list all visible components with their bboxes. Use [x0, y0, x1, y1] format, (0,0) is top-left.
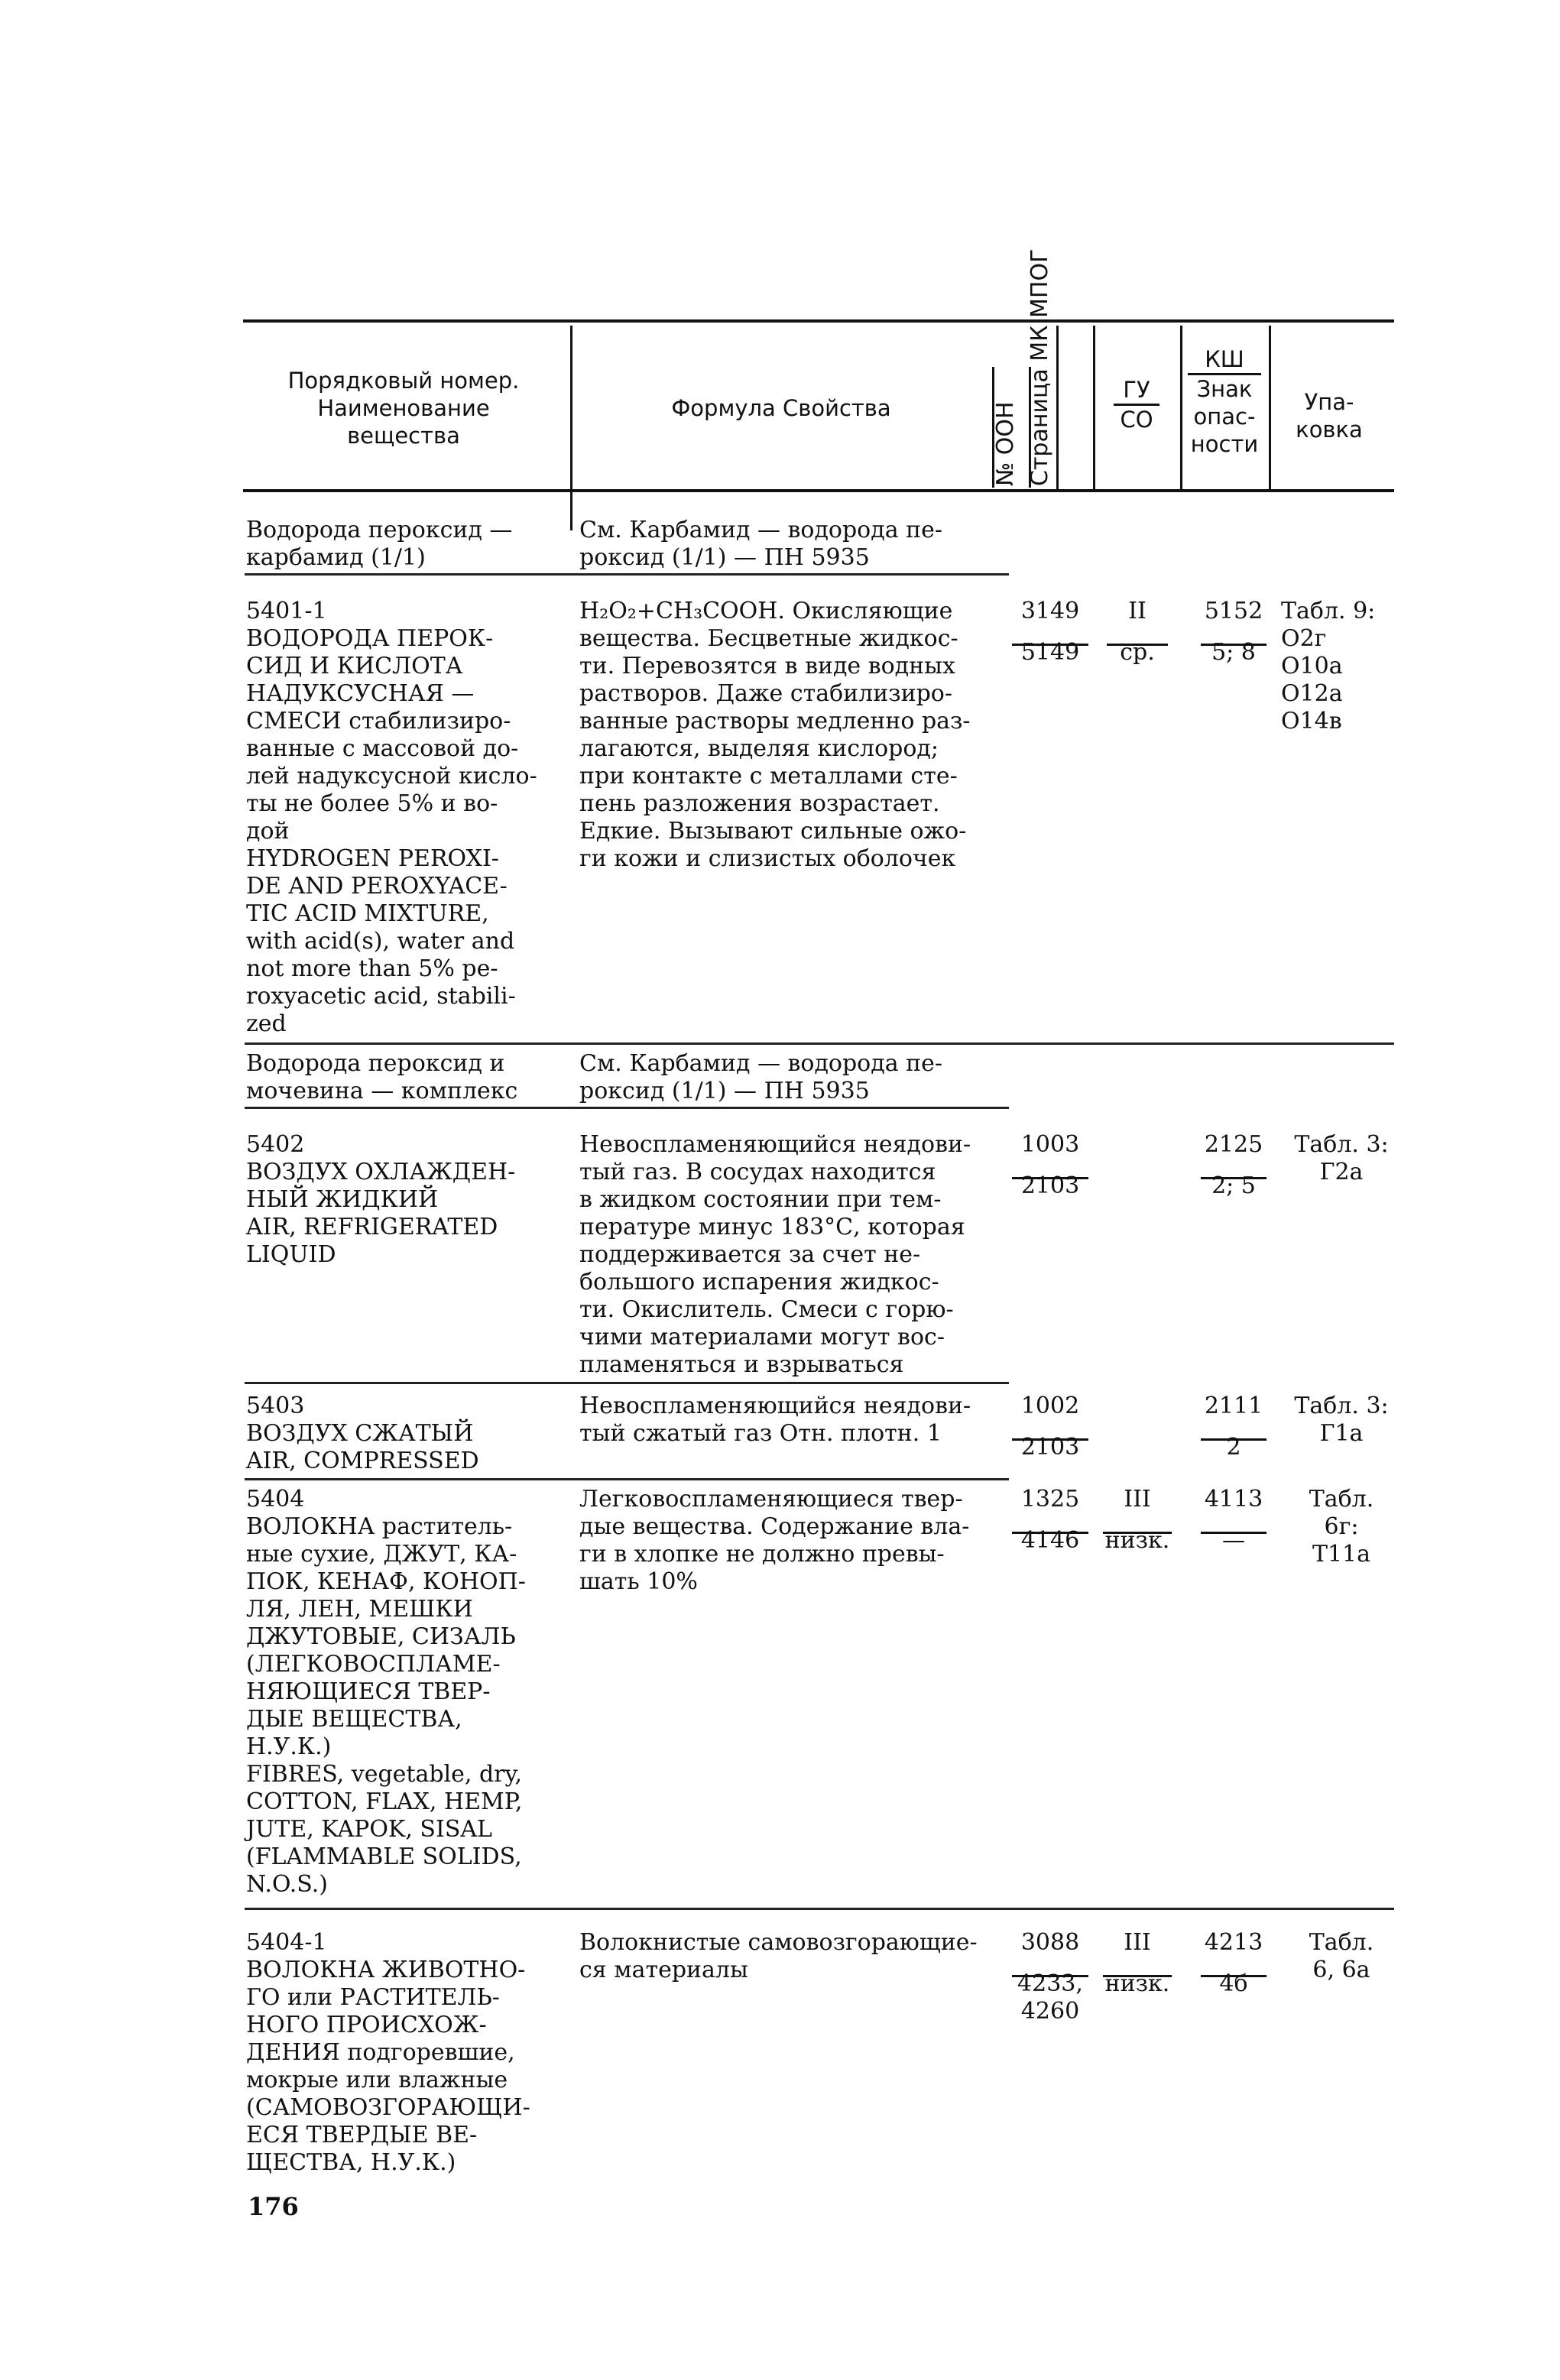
text-line: (FLAMMABLE SOLIDS, — [246, 1843, 522, 1870]
un-number: 1325 — [1020, 1486, 1080, 1513]
header-text: КШ — [1205, 346, 1244, 372]
text-line: ВОЗДУХ СЖАТЫЙ — [246, 1420, 474, 1447]
degree-danger: низк. — [1104, 1970, 1170, 1997]
emergency-code: 4113 — [1204, 1486, 1263, 1513]
row-separator — [245, 1382, 1009, 1384]
page-number: 176 — [248, 2192, 299, 2221]
text-line: ти. Окислитель. Смеси с горю- — [579, 1296, 954, 1323]
un-number-cell — [1007, 598, 1093, 666]
header-col-gu — [1096, 376, 1177, 433]
text-line: в жидком состоянии при тем- — [579, 1186, 942, 1213]
row-separator — [245, 573, 1009, 576]
text-line: COTTON, FLAX, HEMP, — [246, 1788, 523, 1815]
entry-name — [246, 517, 561, 572]
danger-sign: — — [1222, 1527, 1245, 1554]
header-text: Наименование — [317, 395, 490, 421]
un-number: 3149 — [1020, 598, 1080, 624]
header-text: вещества — [347, 423, 460, 449]
text-line: (САМОВОЗГОРАЮЩИ- — [246, 2094, 530, 2121]
header-col-formula — [575, 394, 988, 422]
text-line: ти. Перевозятся в виде водных — [579, 653, 955, 679]
entry-name — [246, 1929, 561, 2177]
text-line: карбамид (1/1) — [246, 544, 426, 571]
text-line: шать 10% — [579, 1568, 698, 1595]
text-line: ты не более 5% и во- — [246, 790, 498, 817]
text-line: N.O.S.) — [246, 1871, 328, 1898]
text-line: при контакте с металлами сте- — [579, 763, 958, 790]
text-line: О2г — [1281, 625, 1327, 652]
un-number: 1003 — [1020, 1131, 1080, 1158]
header-text: Упа- — [1304, 389, 1354, 415]
text-line: роксид (1/1) — ПН 5935 — [579, 1078, 870, 1104]
emergency-code: 5152 — [1204, 598, 1263, 624]
header-bottom-rule — [243, 489, 1394, 492]
entry-description — [579, 1131, 992, 1379]
text-line: СИД И КИСЛОТА — [246, 653, 463, 679]
text-line: AIR, REFRIGERATED — [246, 1214, 498, 1240]
text-line: НОГО ПРОИСХОЖ- — [246, 2012, 487, 2038]
text-line: 5402 — [246, 1131, 305, 1158]
header-divider — [1269, 326, 1271, 489]
un-number: 1002 — [1020, 1393, 1080, 1419]
text-line: Табл. 3: — [1294, 1393, 1389, 1419]
text-line: Табл. — [1309, 1486, 1374, 1513]
header-divider — [1180, 326, 1182, 489]
header-divider — [570, 326, 572, 530]
entry-name — [246, 598, 561, 1038]
text-line: растворов. Даже стабилизиро- — [579, 680, 952, 707]
entry-name — [246, 1393, 561, 1475]
text-line: Невоспламеняющийся неядови- — [579, 1393, 971, 1419]
packing-group: III — [1124, 1929, 1151, 1956]
header-col-un-number: № ООН — [992, 401, 1019, 486]
text-line: ванные растворы медленно раз- — [579, 708, 971, 734]
header-divider — [1093, 326, 1095, 489]
header-top-rule — [243, 319, 1394, 323]
text-line: См. Карбамид — водорода пе- — [579, 517, 943, 543]
text-line: 6г: — [1324, 1513, 1359, 1540]
text-line: FIBRES, vegetable, dry, — [246, 1761, 523, 1788]
text-line: ВОЛОКНА ЖИВОТНО- — [246, 1957, 526, 1983]
entry-name — [246, 1131, 561, 1269]
text-line: НАДУКСУСНАЯ — — [246, 680, 475, 707]
text-line: ЩЕСТВА, Н.У.К.) — [246, 2149, 456, 2176]
text-line: лей надуксусной кисло- — [246, 763, 537, 790]
entry-name — [246, 1486, 561, 1898]
header-col-name — [243, 367, 564, 449]
text-line: СМЕСИ стабилизиро- — [246, 708, 511, 734]
text-line: О14в — [1281, 708, 1342, 734]
text-line: 5401-1 — [246, 598, 327, 624]
text-line: ЛЯ, ЛЕН, МЕШКИ — [246, 1596, 473, 1623]
entry-description — [579, 598, 992, 873]
emergency-code: 2111 — [1204, 1393, 1263, 1419]
header-divider — [1056, 326, 1059, 489]
text-line: Табл. 3: — [1294, 1131, 1389, 1158]
text-line: пень разложения возрастает. — [579, 790, 940, 817]
text-line: О12а — [1281, 680, 1343, 707]
header-col-pack — [1272, 388, 1386, 443]
text-line: 6, 6а — [1312, 1957, 1370, 1983]
text-line: ные сухие, ДЖУТ, КА- — [246, 1541, 517, 1568]
entry-description — [579, 517, 992, 572]
row-separator — [245, 1908, 1394, 1910]
text-line: (ЛЕГКОВОСПЛАМЕ- — [246, 1651, 501, 1678]
text-line: Табл. 9: — [1281, 598, 1376, 624]
danger-sign: 5; 8 — [1211, 639, 1256, 666]
text-line: ГО или РАСТИТЕЛЬ- — [246, 1984, 500, 2011]
un-number-cell — [1007, 1929, 1093, 2025]
packing-group: II — [1128, 598, 1146, 624]
text-line: LIQUID — [246, 1241, 336, 1268]
danger-sign: 2; 5 — [1211, 1172, 1256, 1199]
text-line: Г2а — [1319, 1159, 1364, 1185]
text-line: Едкие. Вызывают сильные ожо- — [579, 818, 967, 845]
text-line: вещества. Бесцветные жидкос- — [579, 625, 958, 652]
packing-group: III — [1124, 1486, 1151, 1513]
text-line: лагаются, выделяя кислород; — [579, 735, 939, 762]
text-line: поддерживается за счет не- — [579, 1241, 921, 1268]
text-line: ПОК, КЕНАФ, КОНОП- — [246, 1568, 526, 1595]
header-text: Страница МК МПОГ — [1026, 248, 1053, 486]
gu-cell — [1099, 1929, 1176, 1998]
text-line: чими материалами могут вос- — [579, 1324, 945, 1351]
packaging-cell — [1284, 1131, 1399, 1186]
text-line: тый сжатый газ Отн. плотн. 1 — [579, 1420, 942, 1447]
text-line: пературе минус 183°С, которая — [579, 1214, 965, 1240]
text-line: 5403 — [246, 1393, 305, 1419]
text-line: ги в хлопке не должно превы- — [579, 1541, 945, 1568]
text-line: См. Карбамид — водорода пе- — [579, 1050, 943, 1077]
packaging-cell — [1284, 1486, 1399, 1568]
text-line: H₂O₂+CH₃COOH. Окисляющие — [579, 598, 953, 624]
header-text: опас- — [1193, 404, 1256, 430]
emergency-code: 2125 — [1204, 1131, 1263, 1158]
text-line: ся материалы — [579, 1957, 748, 1983]
un-number-cell — [1007, 1393, 1093, 1461]
text-line: мочевина — комплекс — [246, 1078, 518, 1104]
degree-danger: ср. — [1120, 639, 1155, 666]
text-line: роксид (1/1) — ПН 5935 — [579, 544, 870, 571]
ksh-cell — [1186, 598, 1281, 666]
page-number-ref: 4146 — [1020, 1527, 1080, 1554]
text-line: О10а — [1281, 653, 1343, 679]
text-line: HYDROGEN PEROXI- — [246, 845, 499, 872]
header-text: Порядковый номер. — [287, 368, 520, 394]
text-line: roxyacetic acid, stabili- — [246, 983, 516, 1010]
entry-description — [579, 1393, 992, 1448]
entry-description — [579, 1486, 992, 1596]
text-line: ДЫЕ ВЕЩЕСТВА, — [246, 1706, 462, 1733]
danger-sign: 2 — [1226, 1434, 1241, 1461]
page-number-ref: 4233, — [1017, 1970, 1083, 1997]
text-line: Легковоспламеняющиеся твер- — [579, 1486, 963, 1513]
entry-name — [246, 1050, 561, 1105]
header-text: ковка — [1296, 417, 1363, 443]
un-number-cell — [1007, 1486, 1093, 1555]
text-line: zed — [246, 1010, 287, 1037]
text-line: НЯЮЩИЕСЯ ТВЕР- — [246, 1678, 491, 1705]
text-line: DE AND PEROXYACE- — [246, 873, 508, 900]
text-line: ВОЛОКНА раститель- — [246, 1513, 513, 1540]
gu-cell — [1099, 598, 1176, 666]
text-line: ВОЗДУХ ОХЛАЖДЕН- — [246, 1159, 516, 1185]
page-number-ref: 2103 — [1020, 1172, 1080, 1199]
gu-cell — [1099, 1486, 1176, 1555]
row-separator — [245, 1478, 1009, 1480]
header-text: ГУ — [1123, 377, 1150, 403]
header-text: Знак — [1196, 376, 1253, 402]
packaging-cell — [1284, 1929, 1399, 1984]
header-text: Формула Свойства — [671, 395, 891, 421]
text-line: пламеняться и взрываться — [579, 1351, 904, 1378]
text-line: 5404 — [246, 1486, 305, 1513]
header-text: СО — [1120, 407, 1153, 433]
text-line: тый газ. В сосудах находится — [579, 1159, 936, 1185]
text-line: Невоспламеняющийся неядови- — [579, 1131, 971, 1158]
packaging-cell — [1281, 598, 1396, 735]
text-line: Водорода пероксид и — [246, 1050, 505, 1077]
un-number-cell — [1007, 1131, 1093, 1200]
text-line: ВОДОРОДА ПЕРОК- — [246, 625, 494, 652]
text-line: дой — [246, 818, 290, 845]
text-line: большого испарения жидкос- — [579, 1269, 939, 1295]
un-number: 3088 — [1020, 1929, 1080, 1956]
degree-danger: низк. — [1104, 1527, 1170, 1554]
header-col-ksh — [1183, 345, 1266, 458]
entry-description — [579, 1929, 992, 1984]
header-col-page — [1026, 248, 1053, 486]
text-line: дые вещества. Содержание вла- — [579, 1513, 970, 1540]
header-text: ности — [1190, 431, 1259, 457]
emergency-code: 4213 — [1204, 1929, 1263, 1956]
page-number-ref: 4260 — [1020, 1998, 1080, 2025]
page-number-ref: 5149 — [1020, 639, 1080, 666]
text-line: AIR, COMPRESSED — [246, 1448, 479, 1474]
ksh-cell — [1186, 1131, 1281, 1200]
text-line: НЫЙ ЖИДКИЙ — [246, 1186, 439, 1213]
ksh-cell — [1186, 1393, 1281, 1461]
text-line: Т11а — [1312, 1541, 1371, 1568]
text-line: ЕСЯ ТВЕРДЫЕ ВЕ- — [246, 2122, 478, 2148]
ksh-cell — [1186, 1486, 1281, 1555]
text-line: 5404-1 — [246, 1929, 327, 1956]
text-line: JUTE, KAPOK, SISAL — [246, 1816, 492, 1843]
text-line: ДЕНИЯ подгоревшие, — [246, 2039, 515, 2066]
packaging-cell — [1284, 1393, 1399, 1448]
page-number-ref: 2103 — [1020, 1434, 1080, 1461]
row-separator — [245, 1042, 1394, 1045]
text-line: мокрые или влажные — [246, 2067, 508, 2093]
text-line: ДЖУТОВЫЕ, СИЗАЛЬ — [246, 1623, 516, 1650]
text-line: Г1а — [1319, 1420, 1364, 1447]
text-line: not more than 5% pe- — [246, 955, 498, 982]
entry-description — [579, 1050, 992, 1105]
text-line: Водорода пероксид — — [246, 517, 513, 543]
text-line: ги кожи и слизистых оболочек — [579, 845, 956, 872]
text-line: Табл. — [1309, 1929, 1374, 1956]
row-separator — [245, 1107, 1009, 1109]
danger-sign: 4б — [1219, 1970, 1248, 1997]
text-line: Н.У.К.) — [246, 1733, 332, 1760]
ksh-cell — [1186, 1929, 1281, 1998]
text-line: with acid(s), water and — [246, 928, 515, 955]
text-line: TIC ACID MIXTURE, — [246, 900, 489, 927]
text-line: ванные с массовой до- — [246, 735, 519, 762]
text-line: Волокнистые самовозгорающие- — [579, 1929, 978, 1956]
